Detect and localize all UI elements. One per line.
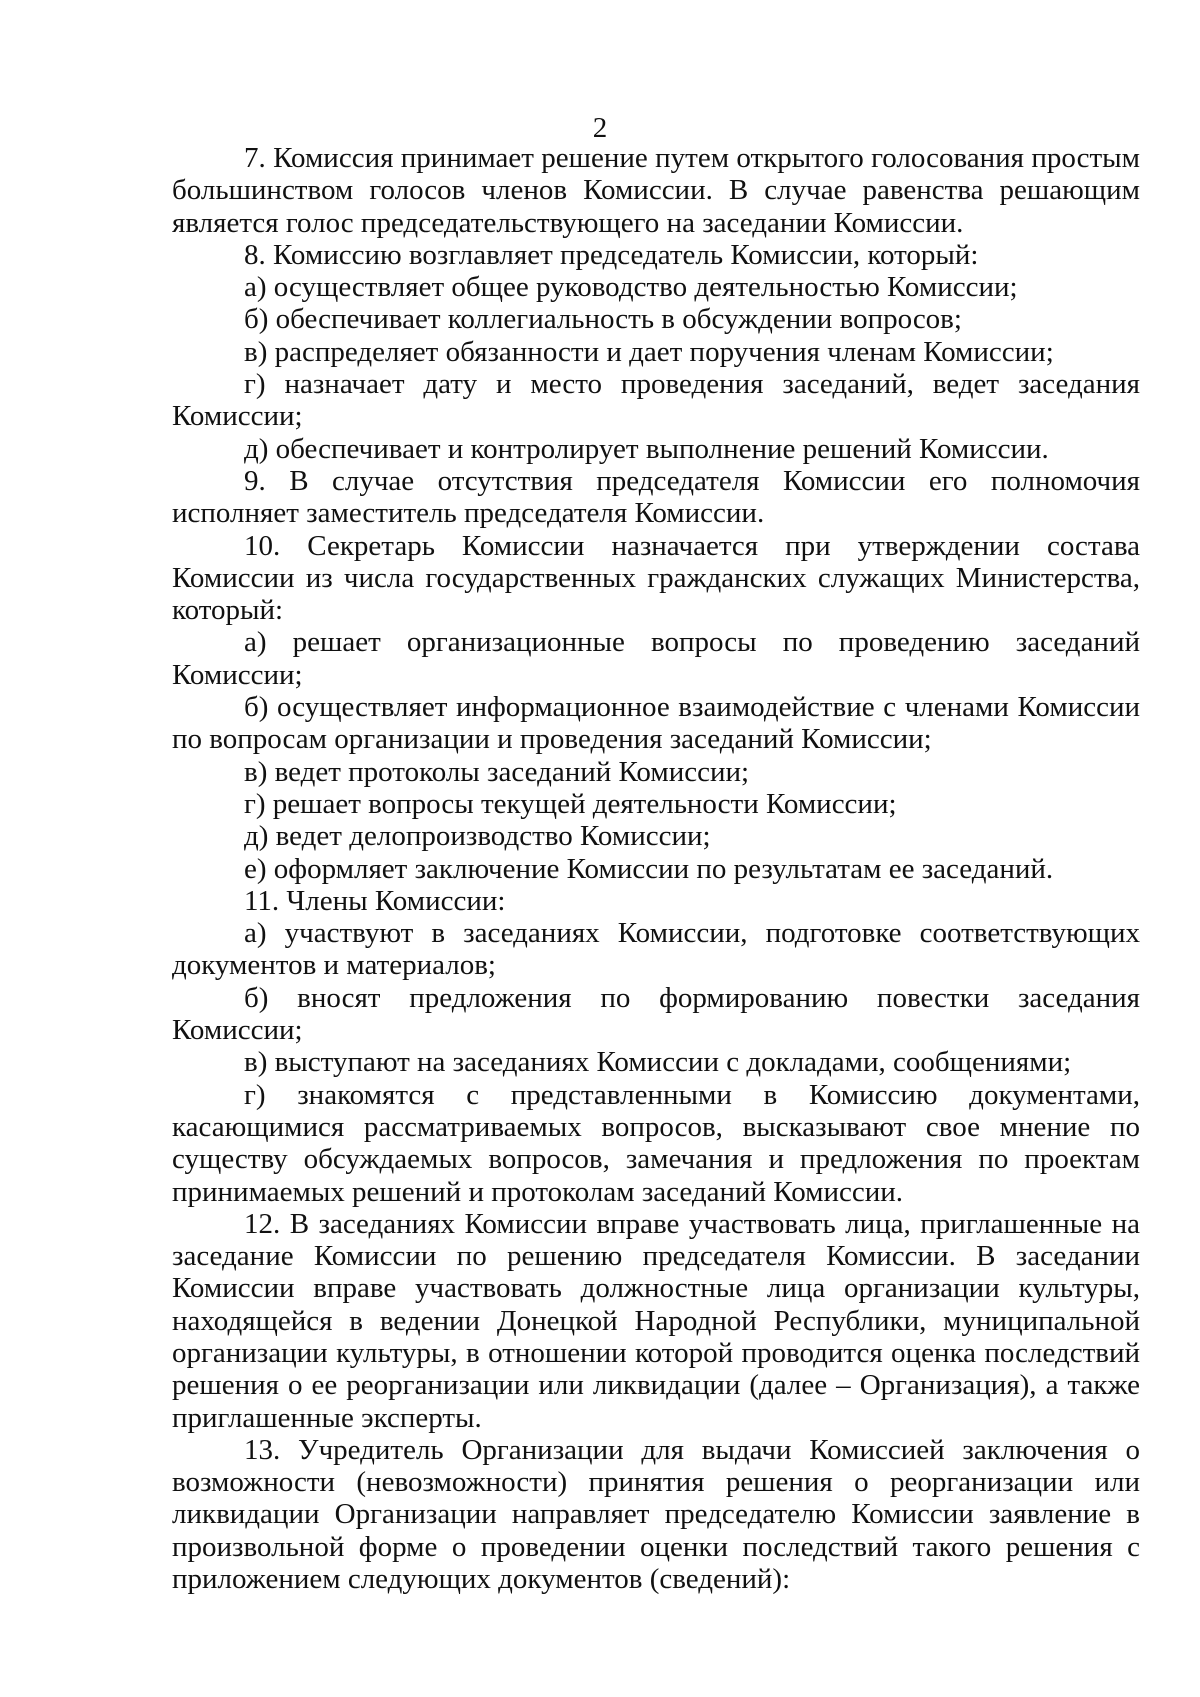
paragraph-10-v: в) ведет протоколы заседаний Комиссии; — [244, 755, 750, 788]
paragraph-11: 11. Члены Комиссии: — [244, 884, 506, 917]
paragraph-9: 9. В случае отсутствия председателя Комиссии его полномочия исполняет заместитель председателя Комиссии. — [172, 464, 1140, 530]
paragraph-8-d: д) обеспечивает и контролирует выполнение решений Комиссии. — [244, 432, 1049, 465]
paragraph-10-e: е) оформляет заключение Комиссии по результатам ее заседаний. — [244, 852, 1054, 885]
paragraph-10-g: г) решает вопросы текущей деятельности Комиссии; — [244, 787, 897, 820]
paragraph-11-v: в) выступают на заседаниях Комиссии с докладами, сообщениями; — [244, 1046, 1072, 1079]
document-body — [172, 142, 1140, 1595]
paragraph-10: 10. Секретарь Комиссии назначается при утверждении состава Комиссии из числа государственных гражданских служащих Министерства, который: — [172, 529, 1140, 627]
paragraph-10-a: а) решает организационные вопросы по проведению заседаний Комиссии; — [172, 626, 1140, 691]
paragraph-8: 8. Комиссию возглавляет председатель Комиссии, который: — [244, 238, 979, 271]
paragraph-10-d: д) ведет делопроизводство Комиссии; — [244, 820, 711, 853]
paragraph-11-g: г) знакомятся с представленными в Комиссию документами, касающимися рассматриваемых вопросов, высказывают свое мнение по существу обсуждаемых вопросов, замечания и предложения по проектам принимаемых решений и протоколам заседаний Комиссии. — [172, 1078, 1140, 1208]
paragraph-11-a: а) участвуют в заседаниях Комиссии, подготовке соответствующих документов и материалов; — [172, 917, 1140, 982]
paragraph-8-a: а) осуществляет общее руководство деятельностью Комиссии; — [244, 271, 1018, 304]
paragraph-10-b: б) осуществляет информационное взаимодействие с членами Комиссии по вопросам организации и проведения заседаний Комиссии; — [172, 691, 1140, 756]
paragraph-12: 12. В заседаниях Комиссии вправе участвовать лица, приглашенные на заседание Комиссии по решению председателя Комиссии. В заседании Комиссии вправе участвовать должностные лица организации культуры, находящейся в ведении Донецкой Народной Республики, муниципальной организации культуры, в отношении которой проводится оценка последствий решения о ее реорганизации или ликвидации (далее – Организация), а также приглашенные эксперты. — [172, 1207, 1140, 1434]
paragraph-13: 13. Учредитель Организации для выдачи Комиссией заключения о возможности (невозможности) принятия решения о реорганизации или ликвидации Организации направляет председателю Комиссии заявление в произвольной форме о проведении оценки последствий такого решения с приложением следующих документов (сведений): — [172, 1433, 1140, 1596]
paragraph-8-b: б) обеспечивает коллегиальность в обсуждении вопросов; — [244, 303, 962, 336]
paragraph-7: 7. Комиссия принимает решение путем открытого голосования простым большинством голосов членов Комиссии. В случае равенства решающим является голос председательствующего на заседании Комиссии. — [172, 142, 1140, 239]
paragraph-8-v: в) распределяет обязанности и дает поручения членам Комиссии; — [244, 335, 1054, 368]
paragraph-11-b: б) вносят предложения по формированию повестки заседания Комиссии; — [172, 981, 1140, 1047]
page-number: 2 — [592, 112, 608, 144]
paragraph-8-g: г) назначает дату и место проведения заседаний, ведет заседания Комиссии; — [172, 368, 1140, 433]
